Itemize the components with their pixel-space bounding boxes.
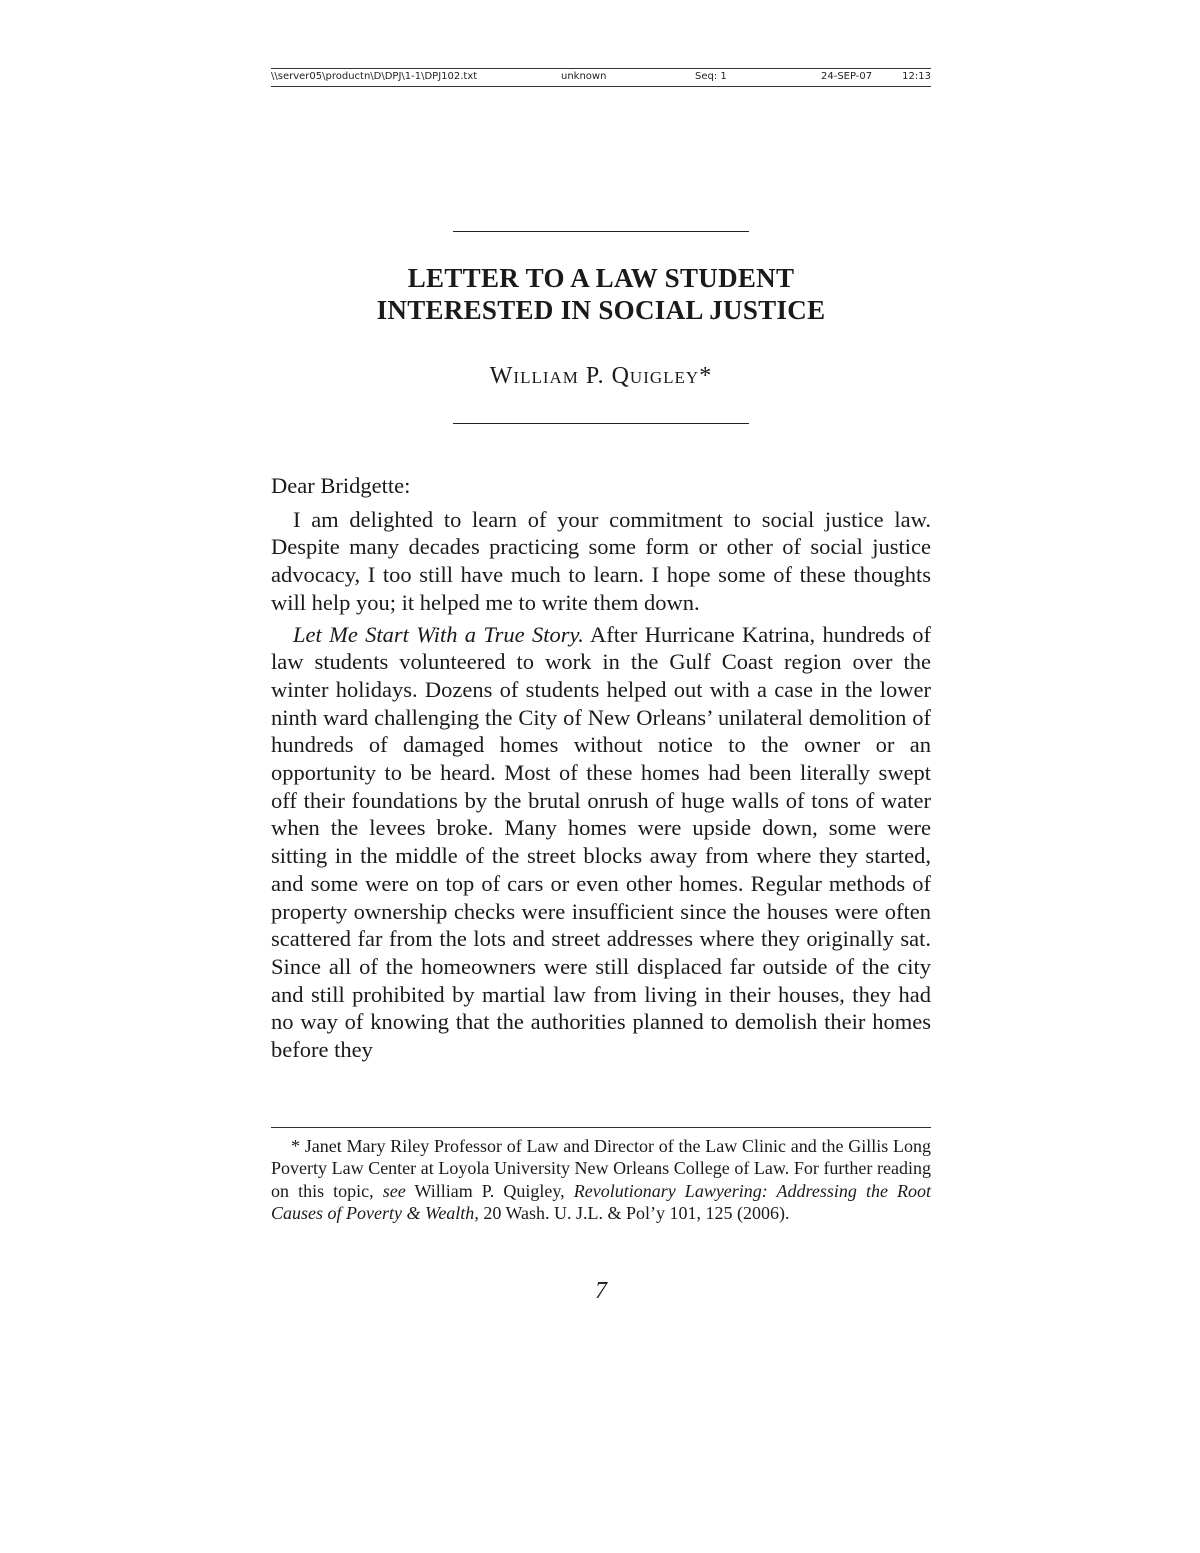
footnote-cited-work: Revolutionary Lawyering: Addressing the Root Causes of Poverty & Wealth bbox=[271, 1180, 932, 1224]
footnote-text-3: , 20 Wash. U. J.L. & Pol’y 101, 125 (2006). bbox=[474, 1203, 790, 1224]
article-body bbox=[271, 472, 931, 1064]
footnote-rule bbox=[271, 1127, 931, 1128]
title-line-1: LETTER TO A LAW STUDENT bbox=[407, 263, 795, 293]
footnote-text-2: William P. Quigley, bbox=[405, 1180, 574, 1201]
paragraph-2-text: After Hurricane Katrina, hundreds of law students volunteered to work in the Gulf Coast region over the winter holidays. Dozens of students helped out with a case in the lower ninth ward challenging the City of New Orleans’ unilateral demolition of hundreds of damaged homes without notice to the owner or an opportunity to be heard. Most of these homes had been literally swept off their foundations by the brutal onrush of huge walls of tons of water when the levees broke. Many homes were upside down, some were sitting in the middle of the street blocks away from where they started, and some were on top of cars or even other homes. Regular methods of property ownership checks were insufficient since the houses were often scattered far from the lots and street addresses where they originally sat. Since all of the homeowners were still displaced far outside of the city and still prohibited by martial law from living in their houses, they had no way of knowing that the authorities planned to demolish their homes before they bbox=[271, 621, 931, 1063]
page-number: 7 bbox=[595, 1278, 607, 1304]
body-paragraph-1: I am delighted to learn of your commitment to social justice law. Despite many decades practicing some form or other of social justice advocacy, I too still have much to learn. I hope some of these thoughts will help you; it helped me to write them down. bbox=[271, 506, 931, 615]
running-header bbox=[271, 68, 931, 87]
body-paragraph-2 bbox=[271, 621, 931, 1064]
title-rule-top bbox=[453, 231, 749, 232]
article-title bbox=[271, 262, 931, 326]
footnote-text-1: * Janet Mary Riley Professor of Law and Director of the Law Clinic and the Gillis Long Poverty Law Center at Loyola University New Orleans College of Law. For further reading on this topic, bbox=[271, 1136, 931, 1201]
footnote bbox=[271, 1135, 931, 1225]
title-rule-bottom bbox=[453, 423, 749, 424]
header-status: unknown bbox=[561, 71, 607, 82]
paragraph-2-heading: Let Me Start With a True Story. bbox=[293, 621, 584, 647]
author-name: William P. Quigley* bbox=[489, 363, 713, 389]
header-date: 24-SEP-07 bbox=[821, 71, 873, 82]
salutation: Dear Bridgette: bbox=[271, 473, 411, 498]
header-sequence: Seq: 1 bbox=[695, 71, 727, 82]
header-time: 12:13 bbox=[902, 71, 931, 82]
title-line-2: INTERESTED IN SOCIAL JUSTICE bbox=[376, 295, 826, 325]
footnote-signal: see bbox=[382, 1180, 406, 1201]
header-file-path: \\server05\productn\D\DPJ\1-1\DPJ102.txt bbox=[271, 71, 478, 82]
